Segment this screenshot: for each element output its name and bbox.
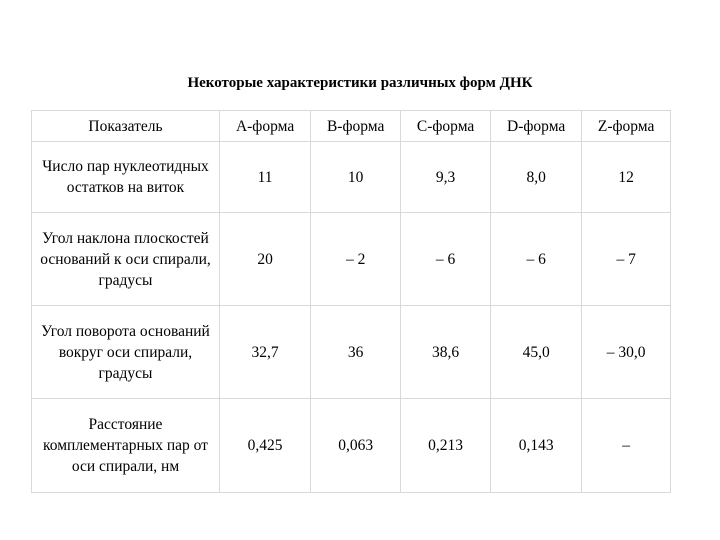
- table-cell: 38,6: [401, 306, 491, 399]
- header-b-form: В-форма: [311, 111, 401, 142]
- table-cell: –: [582, 399, 671, 493]
- table-cell: 0,143: [491, 399, 582, 493]
- table-cell: – 2: [311, 213, 401, 306]
- table-cell: 8,0: [491, 142, 582, 213]
- table-cell: 12: [582, 142, 671, 213]
- table-row: [32, 306, 671, 399]
- header-z-form: Z-форма: [582, 111, 671, 142]
- header-d-form: D-форма: [491, 111, 582, 142]
- dna-forms-table: [31, 110, 671, 493]
- table-cell: 9,3: [401, 142, 491, 213]
- table-cell: 45,0: [491, 306, 582, 399]
- table-cell: – 7: [582, 213, 671, 306]
- row-label: Число пар нуклеотидных остатков на виток: [32, 142, 220, 213]
- table-cell: 20: [220, 213, 311, 306]
- table-title: Некоторые характеристики различных форм ДНК: [187, 75, 533, 91]
- row-label: Угол поворота оснований вокруг оси спирали, градусы: [32, 306, 220, 399]
- header-parameter: Показатель: [32, 111, 220, 142]
- table-cell: – 6: [491, 213, 582, 306]
- table-row: [32, 399, 671, 493]
- table-cell: 0,213: [401, 399, 491, 493]
- table-cell: 11: [220, 142, 311, 213]
- table-cell: 36: [311, 306, 401, 399]
- table-cell: 10: [311, 142, 401, 213]
- row-label: Угол наклона плоскостей оснований к оси спирали, градусы: [32, 213, 220, 306]
- table-cell: – 6: [401, 213, 491, 306]
- header-a-form: А-форма: [220, 111, 311, 142]
- table-cell: – 30,0: [582, 306, 671, 399]
- header-c-form: С-форма: [401, 111, 491, 142]
- table-cell: 0,425: [220, 399, 311, 493]
- table-cell: 32,7: [220, 306, 311, 399]
- table-row: [32, 142, 671, 213]
- header-row: [32, 111, 671, 142]
- row-label: Расстояние комплементарных пар от оси спирали, нм: [32, 399, 220, 493]
- table-cell: 0,063: [311, 399, 401, 493]
- table-row: [32, 213, 671, 306]
